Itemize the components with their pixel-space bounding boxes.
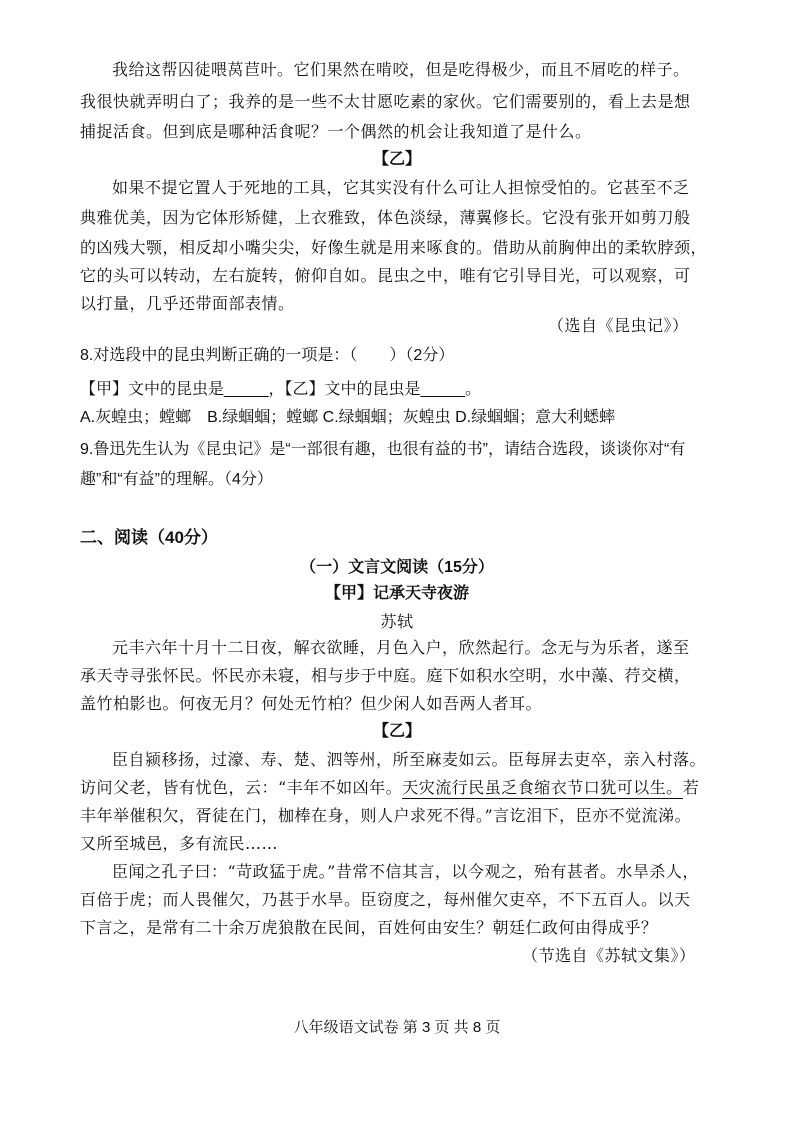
page-footer: 八年级语文试卷 第 3 页 共 8 页 (293, 1019, 501, 1036)
passage-yi-source: （节选自《苏轼文集》） (522, 946, 696, 965)
question-9-line-1: 9.鲁迅先生认为《昆虫记》是“一部很有趣，也很有益的书”，请结合选段，谈谈你对“有 (80, 441, 686, 458)
underlined-sentence: 天灾流行民虽乏食缩衣节口犹可以生。 (402, 778, 683, 797)
passage-yi-line-4: 又所至城邑，多有流民…… (80, 834, 279, 853)
passage-b-line-2: 典雅优美，因为它体形矫健，上衣雅致，体色淡绿，薄翼修长。它没有张开如剪刀般 (80, 208, 691, 227)
passage-yi-heading: 【乙】 (372, 723, 421, 740)
passage-yi-line-5: 臣闻之孔子曰：“苛政猛于虎。”昔常不信其言，以今观之，殆有甚者。水旱杀人， (112, 862, 699, 881)
passage-jia-line-3: 盖竹柏影也。何夜无月？何处无竹柏？但少闲人如吾两人者耳。 (80, 694, 543, 713)
question-8-options: A.灰蝗虫；螳螂 B.绿蝈蝈；螳螂 C.绿蝈蝈；灰蝗虫 D.绿蝈蝈；意大利蟋蟀 (80, 409, 616, 426)
passage-jia-author: 苏轼 (380, 612, 414, 631)
passage-b-line-1: 如果不提它置人于死地的工具，它其实没有什么可让人担惊受怕的。它甚至不乏 (112, 178, 690, 197)
question-8-fill: 【甲】文中的昆虫是_____，【乙】文中的昆虫是_____。 (80, 381, 481, 398)
question-9-line-2: 趣”和“有益”的理解。（4分） (80, 471, 273, 488)
passage-yi-line-1: 臣自颍移扬，过濠、寿、楚、泗等州，所至麻麦如云。臣每屏去吏卒，亲入村落。 (112, 750, 707, 769)
passage-yi-line-7: 下言之，是常有二十余万虎狼散在民间，百姓何由安生？朝廷仁政何由得成乎？ (80, 918, 658, 937)
passage-b-line-4: 它的头可以转动，左右旋转，俯仰自如。昆虫之中，唯有它引导目光，可以观察，可 (80, 266, 691, 285)
passage-b-source: （选自《昆虫记》） (548, 316, 689, 335)
passage-a-line-2: 我很快就弄明白了；我养的是一些不太甘愿吃素的家伙。它们需要别的，看上去是想 (80, 92, 691, 111)
passage-yi-line-2 (80, 778, 699, 798)
passage-jia-line-1: 元丰六年十月十二日夜，解衣欲睡，月色入户，欣然起行。念无与为乐者，遂至 (112, 638, 690, 657)
passage-yi-line-2-post: 若 (682, 778, 700, 797)
passage-yi-line-3: 丰年举催积欠，胥徒在门，枷棒在身，则人户求死不得。”言讫泪下，臣亦不觉流涕。 (80, 806, 692, 825)
passage-a-line-3: 捕捉活食。但到底是哪种活食呢？一个偶然的机会让我知道了是什么。 (80, 122, 592, 141)
question-8: 8.对选段中的昆虫判断正确的一项是：（ ）（2分） (80, 347, 455, 364)
section-2-subtitle: （一）文言文阅读（15分） (300, 559, 494, 576)
passage-a-line-1: 我给这帮囚徒喂莴苣叶。它们果然在啃咬，但是吃得极少，而且不屑吃的样子。 (112, 60, 690, 79)
section-2-title: 二、阅读（40分） (80, 528, 218, 547)
passage-jia-title: 【甲】记承天寺夜游 (324, 585, 469, 602)
passage-b-line-5: 以打量，几乎还带面部表情。 (80, 294, 295, 313)
passage-b-line-3: 的凶残大颚，相反却小嘴尖尖，好像生就是用来啄食的。借助从前胸伸出的柔软脖颈， (80, 238, 708, 257)
passage-jia-line-2: 承天寺寻张怀民。怀民亦未寝，相与步于中庭。庭下如积水空明，水中藻、荇交横， (80, 666, 691, 685)
passage-b-heading: 【乙】 (372, 151, 421, 168)
passage-yi-line-2-pre: 访问父老，皆有忧色，云：“丰年不如凶年。 (80, 778, 403, 797)
passage-yi-line-6: 百倍于虎；而人畏催欠，乃甚于水旱。臣窃度之，每州催欠吏卒，不下五百人。以天 (80, 890, 691, 909)
